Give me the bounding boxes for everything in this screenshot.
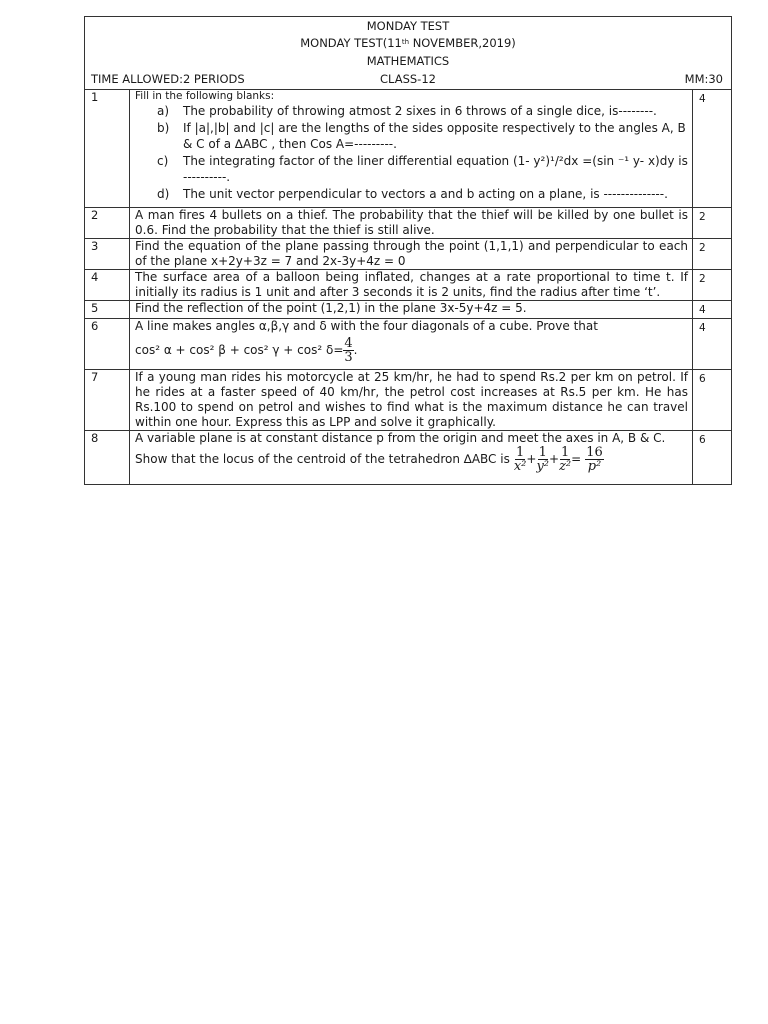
- fill-blanks-heading: Fill in the following blanks:: [135, 90, 275, 102]
- fraction: [559, 446, 571, 473]
- question-text: A line makes angles α,β,γ and δ with the four diagonals of a cube. Prove that: [135, 318, 598, 333]
- question-text: A variable plane is at constant distance p from the origin and meet the axes in A, B & C.: [135, 430, 666, 445]
- subject-title: MATHEMATICS: [366, 54, 450, 68]
- numerator: 16: [586, 444, 603, 460]
- fraction: [536, 446, 549, 473]
- identity-lhs: cos² α + cos² β + cos² γ + cos² δ=: [135, 342, 344, 357]
- question-number: 6: [85, 318, 130, 369]
- sub-label: a): [157, 104, 170, 118]
- fraction-four-thirds: [343, 337, 353, 364]
- test-date-rest: NOVEMBER,2019): [409, 36, 516, 50]
- table-row: [85, 369, 731, 430]
- question-number: 8: [85, 430, 130, 484]
- question-marks: 2: [693, 207, 732, 238]
- sub-text: If |a|,|b| and |c| are the lengths of the sides opposite respectively to the angles A, B & C of a ∆ABC , then Cos A=---------.: [183, 120, 686, 151]
- denominator: z²: [559, 458, 572, 474]
- plus-sign: +: [549, 451, 560, 466]
- sub-label: c): [157, 153, 169, 168]
- question-number: 5: [85, 300, 130, 318]
- question-body: [130, 90, 693, 207]
- denominator: y²: [536, 458, 550, 474]
- question-number: 7: [85, 369, 130, 430]
- question-body: [130, 318, 693, 369]
- locus-equation: [135, 446, 688, 473]
- question-marks: 4: [693, 300, 732, 318]
- question-text: Find the equation of the plane passing through the point (1,1,1) and perpendicular to each of the plane x+2y+3z = 7 and 2x-3y+4z = 0: [130, 238, 693, 269]
- question-marks: 4: [693, 318, 732, 369]
- sub-label: d): [157, 186, 170, 201]
- denominator: 3: [344, 349, 353, 365]
- question-marks: 4: [699, 93, 706, 105]
- sub-question-b: [135, 120, 688, 153]
- question-number: 1: [85, 90, 130, 207]
- questions-table: [85, 90, 731, 484]
- question-text-2: Show that the locus of the centroid of the tetrahedron ∆ABC is: [135, 451, 510, 466]
- cosine-identity: [135, 337, 688, 364]
- numerator: 1: [538, 444, 547, 460]
- test-title: MONDAY TEST: [366, 19, 450, 33]
- table-row: [85, 269, 731, 300]
- sub-text: The unit vector perpendicular to vectors a and b acting on a plane, is --------------.: [183, 186, 668, 201]
- question-body: [130, 430, 693, 484]
- sub-text: The probability of throwing atmost 2 sixes in 6 throws of a single dice, is--------.: [183, 104, 657, 118]
- table-row: [85, 318, 731, 369]
- fraction: [585, 446, 604, 473]
- class-label: CLASS-12: [380, 72, 436, 86]
- question-number: 2: [85, 207, 130, 238]
- table-row: [85, 238, 731, 269]
- test-date-sup: th: [401, 38, 410, 46]
- sub-text: The integrating factor of the liner differential equation (1- y²)¹/²dx =(sin ⁻¹ y- x)dy is ----------.: [183, 153, 688, 184]
- sub-label: b): [157, 120, 170, 135]
- test-date-text: MONDAY TEST(11: [300, 36, 402, 50]
- question-text: Find the reflection of the point (1,2,1) in the plane 3x-5y+4z = 5.: [130, 300, 693, 318]
- table-row: [85, 300, 731, 318]
- question-number: 4: [85, 269, 130, 300]
- question-text: A man fires 4 bullets on a thief. The probability that the thief will be killed by one bullet is 0.6. Find the probability that the thief is still alive.: [130, 207, 693, 238]
- time-allowed: TIME ALLOWED:2 PERIODS: [91, 72, 245, 86]
- question-marks: 6: [693, 430, 732, 484]
- paper-header: [85, 17, 731, 90]
- table-row: [85, 207, 731, 238]
- denominator: x²: [513, 458, 527, 474]
- table-row: [85, 430, 731, 484]
- question-paper: [84, 16, 732, 485]
- sub-question-d: [135, 186, 688, 203]
- table-row: [85, 90, 731, 207]
- identity-end: .: [353, 342, 358, 357]
- numerator: 1: [515, 444, 525, 460]
- sub-question-c: [135, 153, 688, 186]
- fraction: [514, 446, 527, 473]
- equals-sign: =: [571, 451, 582, 466]
- plus-sign: +: [526, 451, 537, 466]
- question-number: 3: [85, 238, 130, 269]
- numerator: 4: [344, 335, 353, 351]
- test-date: [85, 35, 731, 52]
- question-marks: 2: [693, 238, 732, 269]
- question-marks: 6: [693, 369, 732, 430]
- denominator: p²: [587, 458, 602, 474]
- max-marks: MM:30: [684, 72, 723, 86]
- question-text: If a young man rides his motorcycle at 25 km/hr, he had to spend Rs.2 per km on petrol. If he rides at a faster speed of 40 km/hr, the petrol cost increases at Rs.5 per km. He has Rs.100 to spend on petrol and wishes to find what is the maximum distance he can travel within one hour. Express this as LPP and solve it graphically.: [130, 369, 693, 430]
- numerator: 1: [560, 444, 570, 460]
- sub-question-a: [135, 103, 688, 120]
- question-text: The surface area of a balloon being inflated, changes at a rate proportional to time t. If initially its radius is 1 unit and after 3 seconds it is 2 units, find the radius after time ‘t’.: [130, 269, 693, 300]
- question-marks: 2: [693, 269, 732, 300]
